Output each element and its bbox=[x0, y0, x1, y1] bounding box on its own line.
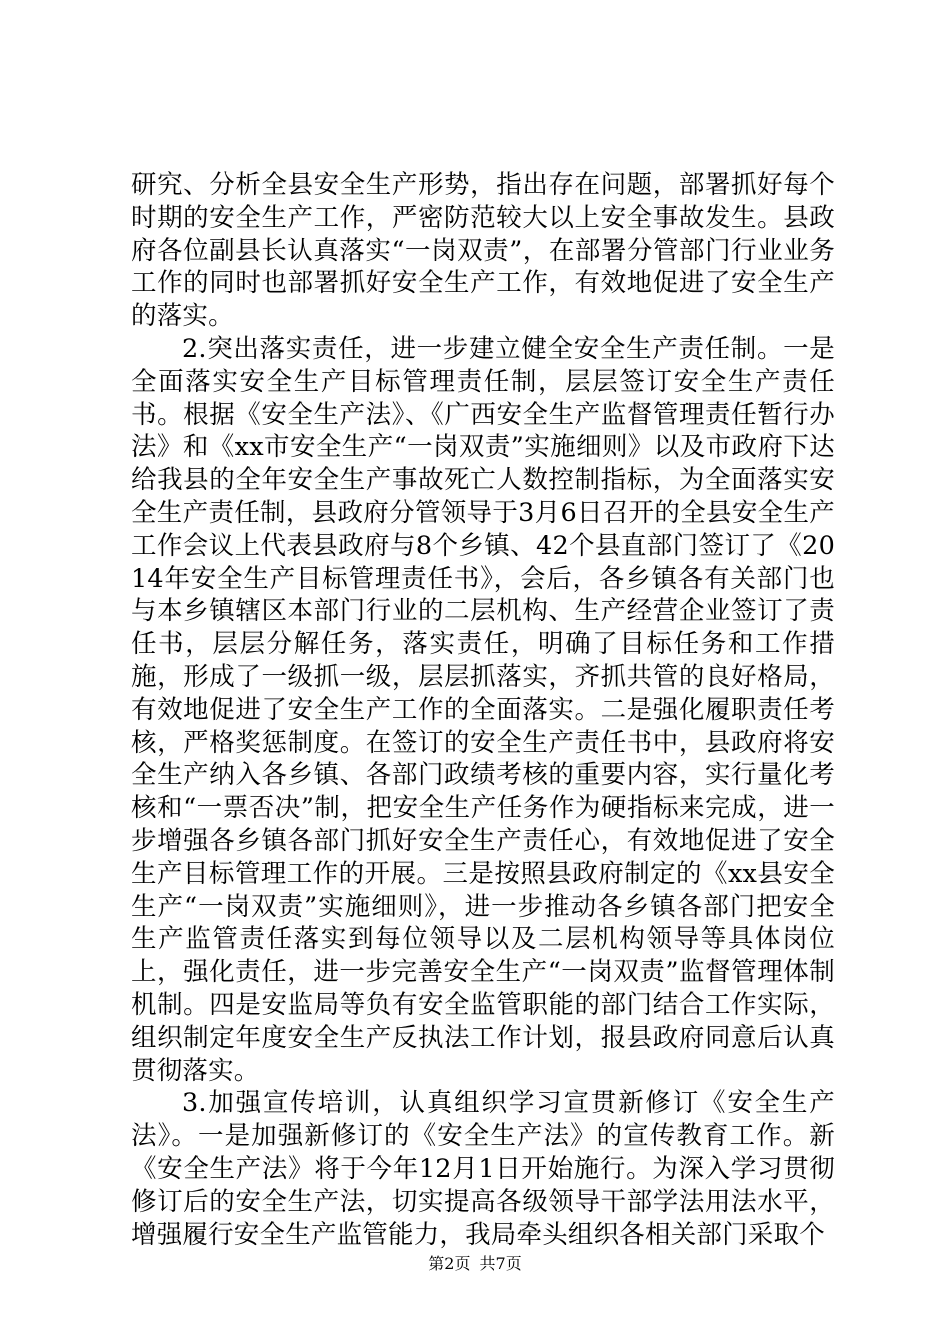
paragraph-section-2: 2.突出落实责任，进一步建立健全安全生产责任制。一是全面落实安全生产目标管理责任制，层层签订安全生产责任书。根据《安全生产法》、《广西安全生产监督管理责任暂行办法》和《xx市安全生产“一岗双责”实施细则》以及市政府下达给我县的全年安全生产事故死亡人数控制指标，为全面落实安全生产责任制，县政府分管领导于3月6日召开的全县安全生产工作会议上代表县政府与8个乡镇、42个县直部门签订了《2014年安全生产目标管理责任书》，会后，各乡镇各有关部门也与本乡镇辖区本部门行业的二层机构、生产经营企业签订了责任书，层层分解任务，落实责任，明确了目标任务和工作措施，形成了一级抓一级，层层抓落实，齐抓共管的良好格局，有效地促进了安全生产工作的全面落实。二是强化履职责任考核，严格奖惩制度。在签订的安全生产责任书中，县政府将安全生产纳入各乡镇、各部门政绩考核的重要内容，实行量化考核和“一票否决”制，把安全生产任务作为硬指标来完成，进一步增强各乡镇各部门抓好安全生产责任心，有效地促进了安全生产目标管理工作的开展。三是按照县政府制定的《xx县安全生产“一岗双责”实施细则》，进一步推动各乡镇各部门把安全生产监管责任落实到每位领导以及二层机构领导等具体岗位上，强化责任，进一步完善安全生产“一岗双责”监督管理体制机制。四是安监局等负有安全监管职能的部门结合工作实际，组织制定年度安全生产反执法工作计划，报县政府同意后认真贯彻落实。 bbox=[131, 333, 835, 1086]
paragraph-section-3: 3.加强宣传培训，认真组织学习宣贯新修订《安全生产法》。一是加强新修订的《安全生产法》的宣传教育工作。新《安全生产法》将于今年12月1日开始施行。为深入学习贯彻修订后的安全生产法，切实提高各级领导干部学法用法水平，增强履行安全生产监管能力，我局牵头组织各相关部门采取个 bbox=[131, 1088, 835, 1250]
page-total: 共7页 bbox=[479, 1254, 522, 1273]
page-footer bbox=[0, 1254, 950, 1274]
document-body bbox=[131, 169, 835, 1251]
page-number: 第2页 bbox=[428, 1254, 471, 1273]
paragraph-continued: 研究、分析全县安全生产形势，指出存在问题，部署抓好每个时期的安全生产工作，严密防范较大以上安全事故发生。县政府各位副县长认真落实“一岗双责”，在部署分管部门行业业务工作的同时也部署抓好安全生产工作，有效地促进了安全生产的落实。 bbox=[131, 170, 835, 332]
